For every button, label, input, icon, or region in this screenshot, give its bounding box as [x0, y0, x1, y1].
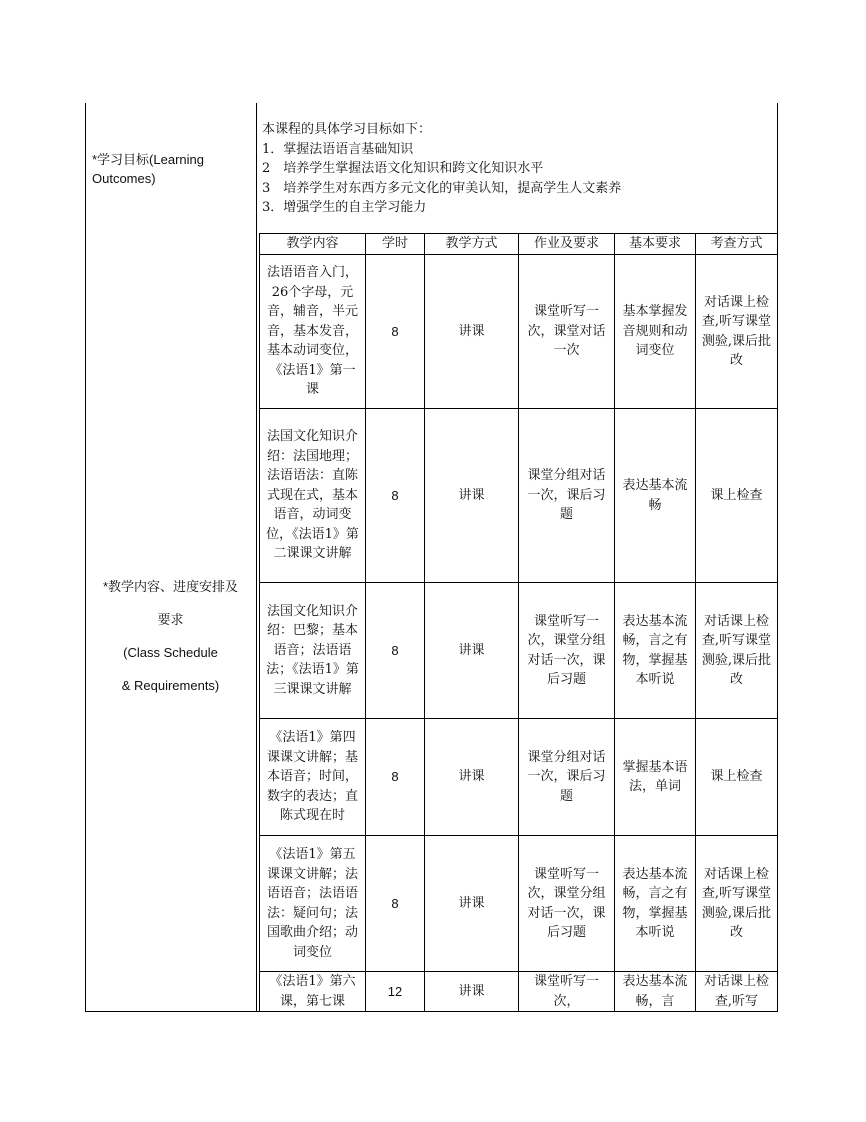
cell-content [260, 972, 366, 1012]
cell-homework [519, 972, 615, 1012]
goal-item: 3 培养学生对东西方多元文化的审美认知，提高学生人文素养 [262, 180, 622, 196]
cell-method: 讲课 [425, 972, 519, 1012]
cell-text: 课堂听写一次，课堂分组对话一次，课后习题 [527, 866, 606, 940]
schedule-label-line: *教学内容、进度安排及 [102, 579, 239, 594]
header-assessment: 考查方式 [696, 234, 778, 255]
cell-content [260, 836, 366, 972]
cell-requirement [615, 972, 696, 1012]
cell-homework [519, 409, 615, 583]
cell-method: 讲课 [425, 409, 519, 583]
cell-assessment [696, 972, 778, 1012]
cell-method: 讲课 [425, 255, 519, 409]
cell-text: 表达基本流畅，言 [622, 974, 688, 1009]
cell-text: 法国文化知识介绍：巴黎；基本语音；法语语法；《法语1》第三课课文讲解 [266, 603, 359, 697]
cell-text: 《法语1》第四课课文讲解；基本语音；时间，数字的表达；直陈式现在时 [266, 730, 358, 824]
cell-text: 课堂分组对话一次，课后习题 [527, 468, 606, 523]
cell-hours: 8 [366, 583, 425, 719]
header-homework: 作业及要求 [519, 234, 615, 255]
learning-outcomes-goals [262, 120, 774, 218]
table-row [260, 255, 778, 409]
cell-text: 表达基本流畅 [622, 478, 688, 513]
cell-text: 表达基本流畅，言之有物，掌握基本听说 [622, 613, 688, 687]
cell-assessment [696, 255, 778, 409]
cell-requirement [615, 409, 696, 583]
table-header-row [260, 234, 778, 255]
outer-column-separator [256, 103, 257, 1012]
header-method: 教学方式 [425, 234, 519, 255]
cell-text: 《法语1》第五课课文讲解；法语语音；法语语法：疑问句；法国歌曲介绍；动词变位 [266, 847, 358, 960]
schedule-table [259, 233, 778, 1012]
cell-method: 讲课 [425, 719, 519, 836]
cell-text: 对话课上检查,听写课堂测验,课后批改 [701, 866, 772, 940]
cell-text: 对话课上检查,听写 [703, 974, 769, 1009]
learning-outcomes-label: *学习目标(Learning Outcomes) [92, 152, 204, 186]
cell-assessment [696, 583, 778, 719]
schedule-label-line: & Requirements) [121, 678, 220, 693]
cell-assessment [696, 719, 778, 836]
cell-text: 表达基本流畅，言之有物，掌握基本听说 [622, 866, 688, 940]
goal-item: 3．增强学生的自主学习能力 [262, 200, 427, 215]
goal-item: 1．掌握法语语言基础知识 [262, 141, 414, 157]
cell-content [260, 409, 366, 583]
goal-item: 2 培养学生掌握法语文化知识和跨文化知识水平 [262, 161, 544, 176]
table-row [260, 836, 778, 972]
cell-content [260, 255, 366, 409]
cell-homework [519, 255, 615, 409]
cell-homework [519, 719, 615, 836]
cell-content [260, 583, 366, 719]
cell-assessment [696, 409, 778, 583]
cell-text: 法语语音入门，26个字母，元音，辅音，半元音，基本发音，基本动词变位，《法语1》第一课 [266, 265, 358, 398]
table-row [260, 583, 778, 719]
cell-method: 讲课 [425, 836, 519, 972]
cell-text: 课上检查 [710, 769, 763, 785]
cell-hours: 8 [366, 255, 425, 409]
cell-text: 法国文化知识介绍：法国地理；法语语法：直陈式现在式，基本语音，动词变位，《法语1》第二课课文讲解 [266, 429, 359, 562]
cell-text: 对话课上检查,听写课堂测验,课后批改 [701, 613, 772, 687]
cell-homework [519, 583, 615, 719]
table-row [260, 972, 778, 1012]
table-row [260, 719, 778, 836]
cell-assessment [696, 836, 778, 972]
cell-text: 课上检查 [710, 487, 763, 503]
cell-hours: 8 [366, 409, 425, 583]
cell-requirement [615, 583, 696, 719]
cell-text: 《法语1》第六课，第七课 [269, 974, 356, 1009]
cell-homework [519, 836, 615, 972]
header-hours: 学时 [366, 234, 425, 255]
schedule-label-line: (Class Schedule [123, 645, 218, 660]
header-requirement: 基本要求 [615, 234, 696, 255]
outer-left-border [85, 103, 86, 1012]
schedule-label-line: 要求 [157, 612, 184, 627]
schedule-label [88, 570, 253, 702]
outer-right-border [777, 103, 778, 233]
cell-text: 基本掌握发音规则和动词变位 [622, 304, 688, 359]
cell-text: 课堂分组对话一次，课后习题 [527, 749, 606, 804]
cell-text: 课堂听写一次，课堂对话一次 [527, 304, 606, 359]
cell-requirement [615, 719, 696, 836]
table-row [260, 409, 778, 583]
header-content: 教学内容 [260, 234, 366, 255]
cell-text: 课堂听写一次，课堂分组对话一次，课后习题 [527, 613, 606, 687]
cell-method: 讲课 [425, 583, 519, 719]
cell-text: 课堂听写一次， [533, 974, 599, 1009]
cell-text: 对话课上检查,听写课堂测验,课后批改 [701, 294, 772, 368]
cell-hours: 12 [366, 972, 425, 1012]
cell-requirement [615, 255, 696, 409]
cell-hours: 8 [366, 719, 425, 836]
cell-requirement [615, 836, 696, 972]
cell-text: 掌握基本语法，单词 [622, 759, 688, 794]
cell-hours: 8 [366, 836, 425, 972]
cell-content [260, 719, 366, 836]
goals-intro: 本课程的具体学习目标如下： [262, 122, 432, 137]
